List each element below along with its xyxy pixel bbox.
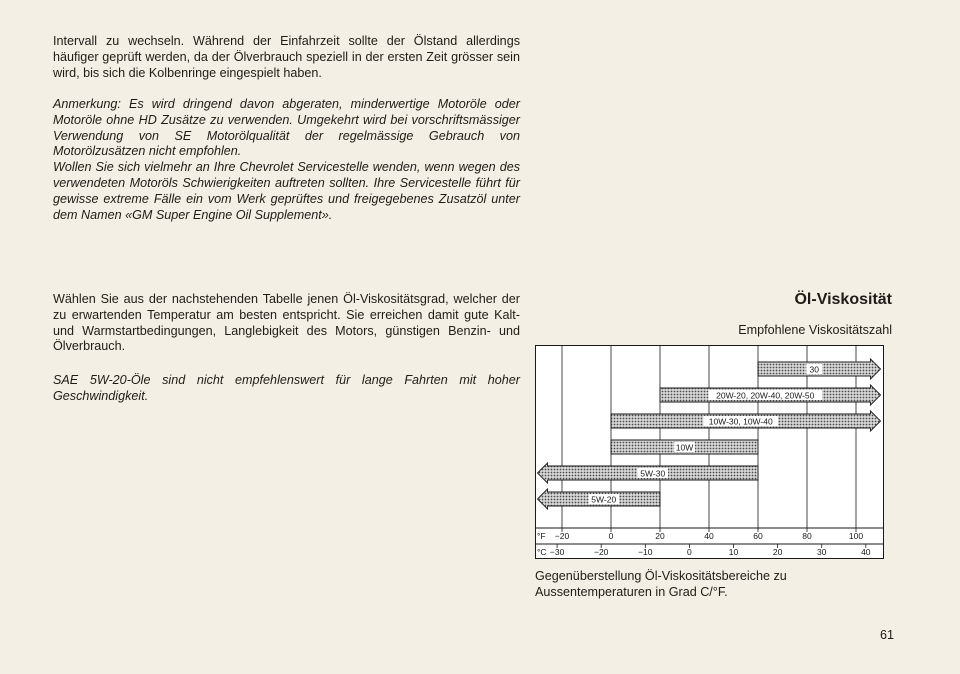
f-tick-label: 0 [608, 531, 614, 541]
bar-label: 30 [809, 364, 819, 375]
bar-label: 10W-30, 10W-40 [708, 416, 773, 427]
f-tick-label: 80 [802, 531, 812, 541]
c-tick-label: −30 [549, 547, 565, 557]
f-tick-label: 20 [655, 531, 665, 541]
c-tick-label: 10 [728, 547, 739, 557]
page-number: 61 [880, 628, 895, 642]
bar-label: 5W-30 [640, 468, 666, 479]
note-followup-paragraph: Wollen Sie sich vielmehr an Ihre Chevrolet Servicestelle wenden, wenn wegen des verwendeten Motoröls Schwierigkeiten auftreten sollten. Ihre Servicestelle führt für gewisse extreme Fälle ein vom Werk geprüftes und freigegebenes Zusatzöl unter dem Namen «GM Super Engine Oil Supplement». [53, 160, 520, 222]
c-tick-label: −10 [638, 547, 653, 557]
note-paragraph: Anmerkung: Es wird dringend davon abgeraten, minderwertige Motoröle oder Motoröle ohne HD Zusätze zu verwenden. Umgekehrt wird bei vorschriftsmässiger Verwendung von SE Motorölqualität der regelmässige Gebrauch von Motorölzusätzen nicht empfohlen. [53, 97, 520, 159]
viscosity-chart [535, 345, 884, 559]
chart-subtitle: Empfohlene Viskositätszahl [738, 323, 892, 337]
bar-label: 10W [675, 442, 694, 453]
f-tick-label: 60 [753, 531, 763, 541]
f-tick-label: −20 [554, 531, 570, 541]
unit-label-c: °C [537, 547, 547, 557]
bar-label: 5W-20 [591, 494, 617, 505]
figure-caption: Gegenüberstellung Öl-Viskositätsbereiche zu Aussentemperaturen in Grad C/°F. [535, 569, 787, 599]
section-heading: Öl-Viskosität [794, 291, 892, 308]
c-tick-label: 40 [861, 547, 871, 557]
warning-paragraph: SAE 5W-20-Öle sind nicht empfehlenswert für lange Fahrten mit hoher Geschwindigkeit. [53, 373, 520, 403]
unit-label-f: °F [537, 531, 546, 541]
bar-label: 20W-20, 20W-40, 20W-50 [716, 390, 815, 401]
c-tick-label: 0 [687, 547, 692, 557]
note-block [53, 97, 520, 223]
c-tick-label: −20 [593, 547, 609, 557]
c-tick-label: 30 [816, 547, 827, 557]
f-tick-label: 40 [704, 531, 714, 541]
f-tick-label: 100 [848, 531, 864, 541]
viscosity-paragraph: Wählen Sie aus der nachstehenden Tabelle jenen Öl-Viskositätsgrad, welcher der zu erwartenden Temperatur am besten entspricht. Sie erreichen damit gute Kalt- und Warmstartbedingungen, Langlebigkeit des Motors, günstigen Benzin- und Ölverbrauch. [53, 292, 520, 354]
c-tick-label: 20 [772, 547, 783, 557]
intro-paragraph: Intervall zu wechseln. Während der Einfahrzeit sollte der Ölstand allerdings häufiger geprüft werden, da der Ölverbrauch speziell in der ersten Zeit grösser sein wird, bis sich die Kolbenringe eingespielt haben. [53, 34, 520, 80]
